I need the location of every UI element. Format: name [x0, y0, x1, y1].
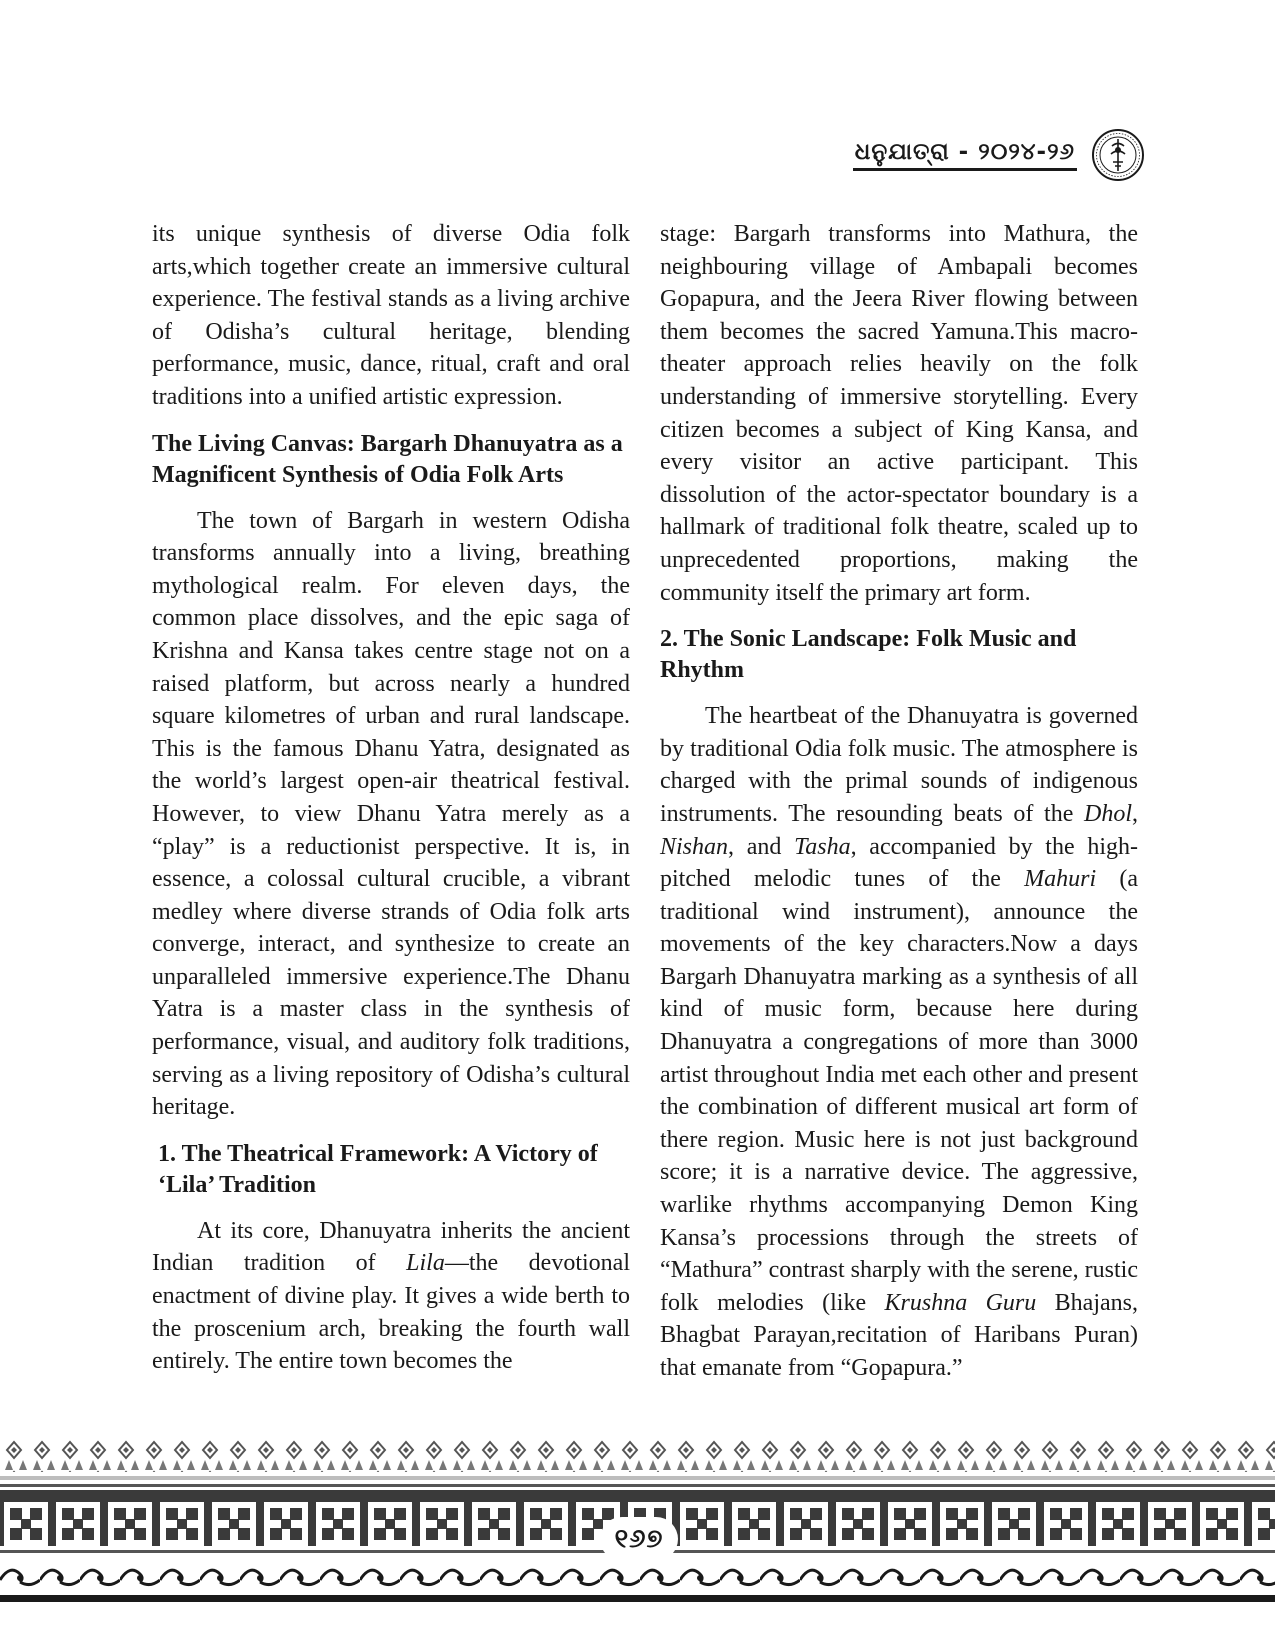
page-number-badge: [600, 1517, 678, 1561]
running-header: [853, 128, 1145, 182]
paragraph: At its core, Dhanuyatra inherits the ancient Indian tradition of Lila—the devotional enactment of divine play. It gives a wide berth to the proscenium arch, breaking the fourth wall entirely. The entire town becomes the: [152, 1217, 630, 1375]
paragraph: The heartbeat of the Dhanuyatra is governed by traditional Odia folk music. The atmosphere is charged with the primal sounds of indigenous instruments. The resounding beats of the Dhol, Nishan, and Tasha, accompanied by the high-pitched melodic tunes of the Mahuri (a traditional wind instrument), announce the movements of the key characters.Now a days Bargarh Dhanuyatra marking as a synthesis of all kind of music form, because here during Dhanuyatra a congregations of more than 3000 artist throughout India met each other and present the combination of different musical art form of there region. Music here is not just background score; it is a narrative device. The aggressive, warlike rhythms accompanying Demon King Kansa’s processions through the streets of “Mathura” contrast sharply with the serene, rustic folk melodies (like Krushna Guru Bhajans, Bhagbat Parayan,recitation of Haribans Puran) that emanate from “Gopapura.”: [660, 703, 1138, 1381]
paragraph: The town of Bargarh in western Odisha transforms annually into a living, breathing mythological realm. For eleven days, the common place dissolves, and the epic saga of Krishna and Kansa takes centre stage not on a raised platform, but across nearly a hundred square kilometres of urban and rural landscape. This is the famous Dhanu Yatra, designated as the world’s largest open-air theatrical festival. However, to view Dhanu Yatra merely as a “play” is a reductionist perspective. It is, in essence, a colossal cultural crucible, a vibrant medley where diverse strands of Odia folk arts converge, interact, and synthesize to create an unparalleled immersive experience.The Dhanu Yatra is a master class in the synthesis of performance, visual, and auditory folk traditions, serving as a living repository of Odisha’s cultural heritage.: [152, 507, 630, 1121]
paragraph: its unique synthesis of diverse Odia folk arts,which together create an immersive cultural experience. The festival stands as a living archive of Odisha’s cultural heritage, blending performance, music, dance, ritual, craft and oral traditions into a unified artistic expression.: [152, 221, 630, 410]
section-heading: The Living Canvas: Bargarh Dhanuyatra as a Magnificent Synthesis of Odia Folk Arts: [152, 430, 623, 488]
section-heading: 1. The Theatrical Framework: A Victory of ‘Lila’ Tradition: [158, 1140, 598, 1198]
paragraph: stage: Bargarh transforms into Mathura, the neighbouring village of Ambapali becomes Gopapura, and the Jeera River flowing between them becomes the sacred Yamuna.This macro-theater approach relies heavily on the folk understanding of immersive storytelling. Every citizen becomes a subject of King Kansa, and every visitor an active participant. This dissolution of the actor-spectator boundary is a hallmark of traditional folk theatre, scaled up to unprecedented proportions, making the community itself the primary art form.: [660, 221, 1138, 606]
journal-title: ଧନୁଯାତ୍ରା - ୨୦୨୪-୨୬: [853, 139, 1077, 171]
emblem-seal-icon: [1091, 128, 1145, 182]
left-column: [152, 218, 630, 1378]
section-heading: 2. The Sonic Landscape: Folk Music and Rhythm: [660, 626, 1077, 684]
right-column: [660, 218, 1138, 1385]
page-number: ୧୬୭: [614, 1523, 664, 1554]
